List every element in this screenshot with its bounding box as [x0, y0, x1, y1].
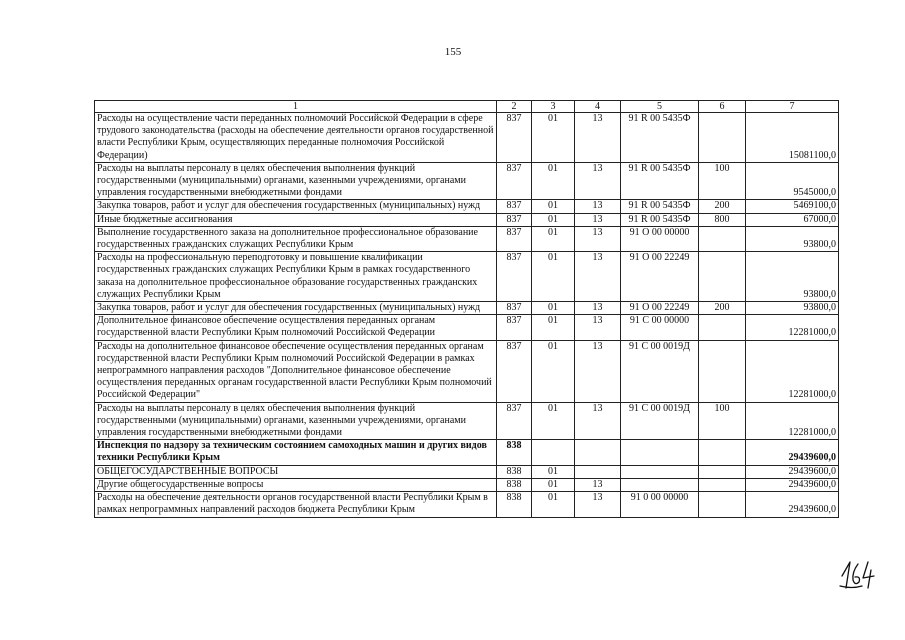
row-expense-type [699, 252, 746, 302]
row-chapter-code: 837 [497, 162, 532, 200]
table-row [95, 440, 839, 465]
row-subsection-code: 13 [575, 302, 621, 315]
row-amount: 29439600,0 [746, 440, 839, 465]
row-target-code: 91 R 00 5435Ф [621, 213, 699, 226]
table-row [95, 226, 839, 251]
row-target-code: 91 О 00 22249 [621, 252, 699, 302]
row-section-code: 01 [532, 200, 575, 213]
column-header-row [95, 101, 839, 113]
row-expense-type: 200 [699, 200, 746, 213]
row-subsection-code: 13 [575, 200, 621, 213]
table-row [95, 465, 839, 478]
row-subsection-code: 13 [575, 226, 621, 251]
row-description: Расходы на обеспечение деятельности органов государственной власти Республики Крым в рамках непрограммных направлений расходов бюджета Республики Крым [95, 492, 497, 517]
row-chapter-code: 837 [497, 402, 532, 440]
row-amount: 29439600,0 [746, 465, 839, 478]
table-row [95, 302, 839, 315]
row-target-code: 91 О 00 22249 [621, 302, 699, 315]
table-row [95, 113, 839, 163]
row-subsection-code: 13 [575, 113, 621, 163]
row-target-code: 91 С 00 00000 [621, 315, 699, 340]
row-section-code: 01 [532, 478, 575, 491]
table-body [95, 101, 839, 518]
column-header: 1 [95, 101, 497, 113]
row-description: Иные бюджетные ассигнования [95, 213, 497, 226]
row-section-code: 01 [532, 402, 575, 440]
row-subsection-code: 13 [575, 340, 621, 402]
row-target-code: 91 0 00 00000 [621, 492, 699, 517]
row-description: Расходы на дополнительное финансовое обеспечение осуществления переданных органам государственной власти Республики Крым полномочий Российской Федерации в рамках непрограммного направления расходов "Дополнительное финансовое обеспечение осуществления переданных органам государственной власти Республики Крым полномочий Российской Федерации" [95, 340, 497, 402]
row-amount: 9545000,0 [746, 162, 839, 200]
row-subsection-code: 13 [575, 315, 621, 340]
row-chapter-code: 838 [497, 465, 532, 478]
row-chapter-code: 838 [497, 492, 532, 517]
row-section-code: 01 [532, 315, 575, 340]
row-target-code [621, 478, 699, 491]
row-amount: 29439600,0 [746, 492, 839, 517]
row-expense-type [699, 315, 746, 340]
row-subsection-code: 13 [575, 162, 621, 200]
row-expense-type [699, 440, 746, 465]
row-amount: 12281000,0 [746, 402, 839, 440]
row-subsection-code: 13 [575, 492, 621, 517]
row-section-code: 01 [532, 252, 575, 302]
row-description: Расходы на профессиональную переподготовку и повышение квалификации государственных гражданских служащих Республики Крым в рамках государственного заказа на дополнительное профессиональное образование государственных гражданских служащих Республики Крым [95, 252, 497, 302]
row-section-code: 01 [532, 302, 575, 315]
row-expense-type: 100 [699, 402, 746, 440]
table-row [95, 315, 839, 340]
row-subsection-code: 13 [575, 252, 621, 302]
row-target-code [621, 440, 699, 465]
row-amount: 12281000,0 [746, 340, 839, 402]
page-number: 155 [444, 46, 462, 58]
row-subsection-code: 13 [575, 402, 621, 440]
row-target-code [621, 465, 699, 478]
row-chapter-code: 837 [497, 200, 532, 213]
column-header: 3 [532, 101, 575, 113]
row-chapter-code: 837 [497, 213, 532, 226]
row-target-code: 91 С 00 0019Д [621, 340, 699, 402]
table-row [95, 213, 839, 226]
row-amount: 5469100,0 [746, 200, 839, 213]
row-section-code: 01 [532, 492, 575, 517]
row-target-code: 91 О 00 00000 [621, 226, 699, 251]
table-row [95, 402, 839, 440]
column-header: 4 [575, 101, 621, 113]
table-row [95, 492, 839, 517]
budget-table [94, 100, 839, 518]
row-expense-type [699, 478, 746, 491]
row-amount: 15081100,0 [746, 113, 839, 163]
row-target-code: 91 R 00 5435Ф [621, 113, 699, 163]
row-description: Инспекция по надзору за техническим состоянием самоходных машин и других видов техники Республики Крым [95, 440, 497, 465]
row-description: Расходы на выплаты персоналу в целях обеспечения выполнения функций государственными (муниципальными) органами, казенными учреждениями, органами управления государственными внебюджетными фондами [95, 162, 497, 200]
row-description: Выполнение государственного заказа на дополнительное профессиональное образование государственных гражданских служащих Республики Крым [95, 226, 497, 251]
row-chapter-code: 837 [497, 302, 532, 315]
handwritten-page-number [838, 556, 878, 590]
row-expense-type: 200 [699, 302, 746, 315]
row-section-code: 01 [532, 113, 575, 163]
row-amount: 12281000,0 [746, 315, 839, 340]
column-header: 2 [497, 101, 532, 113]
row-target-code: 91 С 00 0019Д [621, 402, 699, 440]
table-row [95, 200, 839, 213]
row-section-code [532, 440, 575, 465]
row-description: ОБЩЕГОСУДАРСТВЕННЫЕ ВОПРОСЫ [95, 465, 497, 478]
row-chapter-code: 838 [497, 478, 532, 491]
row-expense-type: 800 [699, 213, 746, 226]
row-description: Расходы на осуществление части переданных полномочий Российской Федерации в сфере трудового законодательства (расходы на обеспечение деятельности органов государственной власти Республики Крым, осуществляющих переданные полномочия Российской Федерации) [95, 113, 497, 163]
row-subsection-code: 13 [575, 213, 621, 226]
row-chapter-code: 837 [497, 252, 532, 302]
row-chapter-code: 837 [497, 340, 532, 402]
row-target-code: 91 R 00 5435Ф [621, 162, 699, 200]
row-amount: 93800,0 [746, 226, 839, 251]
row-description: Дополнительное финансовое обеспечение осуществления переданных органам государственной власти Республики Крым полномочий Российской Федерации [95, 315, 497, 340]
column-header: 7 [746, 101, 839, 113]
row-amount: 93800,0 [746, 252, 839, 302]
column-header: 6 [699, 101, 746, 113]
row-description: Закупка товаров, работ и услуг для обеспечения государственных (муниципальных) нужд [95, 200, 497, 213]
table-row [95, 162, 839, 200]
row-chapter-code: 837 [497, 113, 532, 163]
row-section-code: 01 [532, 162, 575, 200]
table-row [95, 478, 839, 491]
table-row [95, 340, 839, 402]
row-section-code: 01 [532, 213, 575, 226]
row-section-code: 01 [532, 340, 575, 402]
row-target-code: 91 R 00 5435Ф [621, 200, 699, 213]
row-description: Расходы на выплаты персоналу в целях обеспечения выполнения функций государственными (муниципальными) органами, казенными учреждениями, органами управления государственными внебюджетными фондами [95, 402, 497, 440]
row-expense-type [699, 340, 746, 402]
row-section-code: 01 [532, 465, 575, 478]
row-expense-type [699, 113, 746, 163]
row-expense-type [699, 226, 746, 251]
row-expense-type [699, 465, 746, 478]
row-amount: 29439600,0 [746, 478, 839, 491]
row-amount: 93800,0 [746, 302, 839, 315]
row-chapter-code: 837 [497, 226, 532, 251]
row-chapter-code: 837 [497, 315, 532, 340]
row-expense-type [699, 492, 746, 517]
row-subsection-code: 13 [575, 478, 621, 491]
table-row [95, 252, 839, 302]
row-description: Другие общегосударственные вопросы [95, 478, 497, 491]
row-expense-type: 100 [699, 162, 746, 200]
row-chapter-code: 838 [497, 440, 532, 465]
column-header: 5 [621, 101, 699, 113]
row-subsection-code [575, 465, 621, 478]
row-description: Закупка товаров, работ и услуг для обеспечения государственных (муниципальных) нужд [95, 302, 497, 315]
row-amount: 67000,0 [746, 213, 839, 226]
row-section-code: 01 [532, 226, 575, 251]
row-subsection-code [575, 440, 621, 465]
